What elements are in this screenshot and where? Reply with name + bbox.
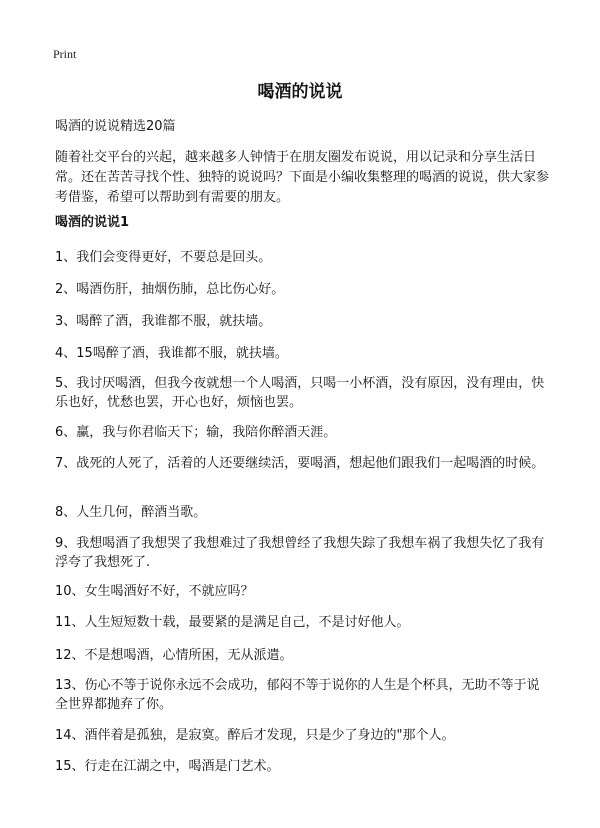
list-item: 7、战死的人死了，活着的人还要继续活，要喝酒，想起他们跟我们一起喝酒的时候。: [55, 456, 545, 471]
list-item: 11、人生短短数十载，最要紧的是满足自己，不是讨好他人。: [55, 615, 410, 630]
list-item: 13、伤心不等于说你永远不会成功，郁闷不等于说你的人生是个杯具，无助不等于说全世界都抛弃了你。: [55, 678, 540, 712]
list-item: 2、喝酒伤肝，抽烟伤肺，总比伤心好。: [55, 282, 285, 297]
list-item: 3、喝醉了酒，我谁都不服，就扶墙。: [55, 314, 272, 329]
list-item: 5、我讨厌喝酒，但我今夜就想一个人喝酒，只喝一小杯酒，没有原因，没有理由，快乐也好，忧愁也罢，开心也好，烦恼也罢。: [55, 376, 545, 410]
list-item: 6、赢，我与你君临天下；输，我陪你醉酒天涯。: [55, 425, 337, 440]
list-item: 15、行走在江湖之中，喝酒是门艺术。: [55, 759, 280, 774]
list-item: 1、我们会变得更好，不要总是回头。: [55, 250, 272, 265]
list-item: 8、人生几何，醉酒当歌。: [55, 505, 207, 520]
section-heading: 喝酒的说说1: [55, 215, 130, 230]
list-item: 10、女生喝酒好不好，不就应吗？: [55, 584, 254, 599]
intro-paragraph: 随着社交平台的兴起，越来越多人钟情于在朋友圈发布说说，用以记录和分享生活日常。还在苦苦寻找个性、独特的说说吗？下面是小编收集整理的喝酒的说说，供大家参考借鉴，希望可以帮助到有需要的朋友。: [55, 150, 550, 205]
page-title: 喝酒的说说: [257, 82, 343, 102]
list-item: 14、酒伴着是孤独，是寂寞。醉后才发现，只是少了身边的"那个人。: [55, 728, 455, 743]
list-item: 9、我想喝酒了我想哭了我想难过了我想曾经了我想失踪了我想车祸了我想失忆了我有浮夸了我想死了.: [55, 536, 545, 570]
print-link[interactable]: Print: [53, 47, 77, 61]
list-item: 12、不是想喝酒，心情所困，无从派遣。: [55, 648, 293, 663]
list-item: 4、15喝醉了酒，我谁都不服，就扶墙。: [55, 346, 288, 361]
document-subtitle: 喝酒的说说精选20篇: [55, 119, 176, 134]
